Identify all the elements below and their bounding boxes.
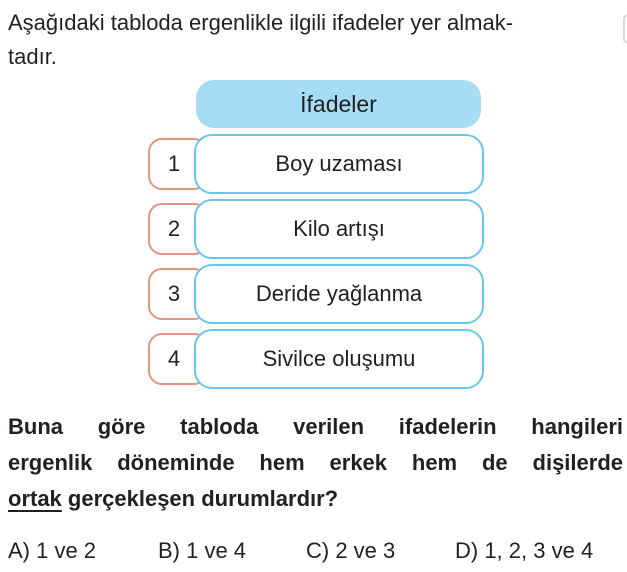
- row-statement: Sivilce oluşumu: [194, 329, 484, 389]
- question-line-3: [8, 481, 623, 517]
- row-statement: Boy uzaması: [194, 134, 484, 194]
- row-number: 2: [167, 216, 181, 241]
- intro-line-2: tadır.: [8, 44, 57, 69]
- row-number: 4: [167, 346, 181, 371]
- table-row: [0, 264, 627, 324]
- row-number: 3: [167, 281, 181, 306]
- option-d[interactable]: D) 1, 2, 3 ve 4: [455, 538, 594, 563]
- option-a[interactable]: A) 1 ve 2: [8, 538, 97, 563]
- emphasis-underlined-word: ortak: [8, 486, 62, 511]
- page-edge-mark: [623, 14, 627, 44]
- option-c[interactable]: C) 2 ve 3: [306, 538, 396, 563]
- option-b[interactable]: B) 1 ve 4: [158, 538, 247, 563]
- table-row: [0, 329, 627, 389]
- table-header: İfadeler: [196, 80, 481, 128]
- intro-text: [8, 6, 620, 74]
- row-number: 1: [167, 151, 181, 176]
- question-line-3-rest: gerçekleşen durumlardır?: [61, 486, 339, 511]
- row-statement: Deride yağlanma: [194, 264, 484, 324]
- table-row: [0, 134, 627, 194]
- table-row: [0, 199, 627, 259]
- intro-line-1: Aşağıdaki tabloda ergenlikle ilgili ifadeler yer almak-: [8, 10, 514, 35]
- row-statement: Kilo artışı: [194, 199, 484, 259]
- question-text: [8, 409, 623, 517]
- question-line-1: Buna göre tabloda verilen ifadelerin hangileri: [8, 414, 623, 439]
- question-line-2: ergenlik döneminde hem erkek hem de dişilerde: [8, 450, 623, 475]
- answer-options: [0, 538, 627, 570]
